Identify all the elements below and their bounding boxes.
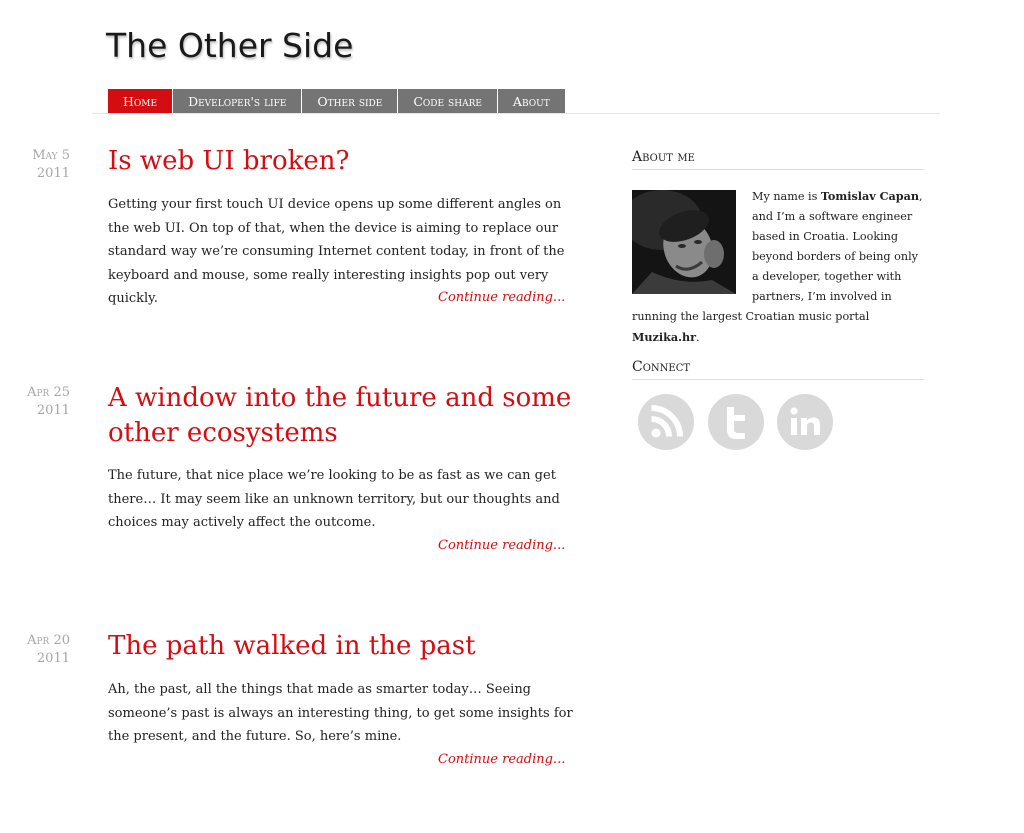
post-date-month-day: Apr 25 [27,385,70,400]
post-date-year: 2011 [36,651,70,666]
rss-icon[interactable] [638,394,694,450]
post-title[interactable]: A window into the future and some other ecosystems [108,383,572,448]
nav-item-about[interactable]: About [498,89,566,114]
post-date-year: 2011 [36,403,70,418]
about-me-heading: About me [632,149,924,170]
post-title[interactable]: The path walked in the past [108,631,476,661]
twitter-icon[interactable] [708,394,764,450]
portal-name: Muzika.hr [632,330,697,344]
author-name: Tomislav Capan [820,189,920,203]
post-excerpt: Getting your first touch UI device opens up some different angles on the web UI. On top of that, when the device is aiming to replace our standard way we’re consuming Internet content today, in front of the keyboard and mouse, some really interesting insights pop out very quickly. [108,197,565,306]
continue-reading-link[interactable]: Continue reading... [438,290,566,305]
nav-item-developers-life[interactable]: Developer's life [173,89,302,114]
about-text-body: , and I’m a software engineer based in Croatia. Looking beyond borders of being only a developer, together with partners, I’m involved in running the largest Croatian music portal [632,190,923,323]
post-date-month-day: Apr 20 [27,633,70,648]
post-date [0,147,70,183]
nav-item-home[interactable]: Home [108,89,173,114]
post-excerpt: The future, that nice place we’re looking to be as fast as we can get there… It may seem like an unknown territory, but our thoughts and choices may actively affect the outcome. [108,468,560,530]
site-title[interactable]: The Other Side [106,26,354,65]
main-nav [108,89,566,114]
about-me-text [632,186,924,348]
post-excerpt: Ah, the past, all the things that made as smarter today… Seeing someone’s past is always an interesting thing, to get some insights for the present, and the future. So, here’s mine. [108,682,573,744]
about-text-end: . [696,331,700,344]
nav-item-other-side[interactable]: Other side [302,89,398,114]
linkedin-icon[interactable] [777,394,833,450]
post-date [0,384,70,420]
connect-heading: Connect [632,359,924,380]
post-date-month-day: May 5 [32,148,70,163]
post-date [0,632,70,668]
nav-item-code-share[interactable]: Code share [398,89,498,114]
continue-reading-link[interactable]: Continue reading... [438,538,566,553]
nav-divider [92,113,940,114]
continue-reading-link[interactable]: Continue reading... [438,752,566,767]
post-date-year: 2011 [36,166,70,181]
post-title[interactable]: Is web UI broken? [108,146,350,176]
about-text-intro: My name is [752,190,821,203]
